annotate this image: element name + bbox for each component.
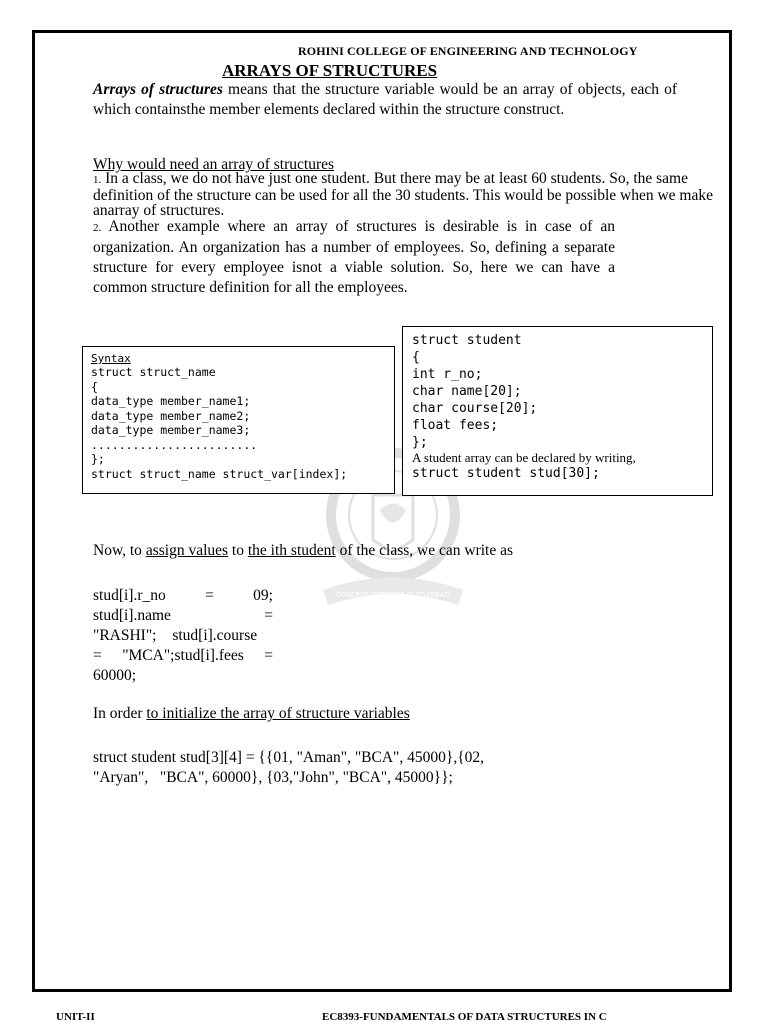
assign-row: = "MCA";stud[i].fees =	[93, 647, 273, 664]
syntax-line: struct struct_name	[91, 365, 216, 379]
code-line: struct student	[412, 333, 522, 348]
why-heading: Why would need an array of structures	[93, 156, 335, 173]
init-text: In order	[93, 705, 147, 722]
page-title: ARRAYS OF STRUCTURES	[222, 61, 438, 80]
code-line: int r_no;	[412, 367, 483, 382]
list-item-1	[93, 171, 735, 218]
syntax-box	[82, 346, 395, 494]
code-line: {	[412, 350, 420, 365]
college-header: ROHINI COLLEGE OF ENGINEERING AND TECHNOLOGY	[298, 44, 638, 58]
init-paragraph	[93, 705, 410, 723]
init-code-line: "Aryan", "BCA", 60000}, {03,"John", "BCA", 45000}};	[93, 769, 453, 786]
syntax-line: ........................	[91, 437, 258, 452]
init-underlined: to initialize the array of structure variables	[146, 705, 410, 722]
syntax-line: data_type member_name2;	[91, 408, 251, 423]
assign-text: of the class, we can write as	[335, 542, 514, 559]
assign-row: "RASHI"; stud[i].course	[93, 627, 258, 644]
code-line: char course[20];	[412, 401, 538, 416]
declaration-code: struct student stud[30];	[412, 466, 600, 481]
init-code-line: struct student stud[3][4] = {{01, "Aman", "BCA", 45000},{02,	[93, 749, 485, 766]
syntax-line: {	[91, 379, 98, 394]
assign-code-block	[93, 586, 273, 686]
list-text: Another example where an array of structures is desirable is in case of an organization. An organization has a number of employees. So, defining a separate structure for every employee isnot a viable solution. So, here we can have a common structure definition for all the employees.	[93, 218, 615, 296]
declaration-note: A student array can be declared by writing,	[412, 450, 636, 465]
code-line: };	[412, 435, 428, 450]
intro-paragraph	[93, 80, 677, 120]
intro-term: Arrays of structures	[93, 81, 223, 98]
syntax-line: data_type member_name3;	[91, 423, 251, 437]
intro-text: means that the structure variable would be an array of objects, each of which containsthe member elements declared within the structure construct.	[93, 81, 677, 118]
list-text: In a class, we do not have just one student. But there may be at least 60 students. So, the same definition of the structure can be used for all the 30 students. This would be possible when we make anarray of structures.	[93, 170, 713, 219]
syntax-label: Syntax	[91, 352, 131, 365]
assign-row: 60000;	[93, 667, 137, 684]
list-number: 1.	[93, 174, 102, 186]
init-code-block	[93, 748, 563, 788]
code-line: float fees;	[412, 418, 499, 433]
footer-course: EC8393-FUNDAMENTALS OF DATA STRUCTURES IN C	[322, 1011, 607, 1023]
student-struct-box	[402, 326, 713, 496]
syntax-line: data_type member_name1;	[91, 394, 251, 408]
syntax-line: };	[91, 452, 105, 466]
list-item-2	[93, 217, 615, 298]
assign-row: stud[i].name =	[93, 607, 273, 624]
assign-values-underlined: assign values	[145, 542, 229, 559]
footer-unit: UNIT-II	[56, 1011, 95, 1023]
assign-text: Now, to	[93, 542, 146, 559]
seal-banner-text: OBSERVE OPTIMIZE OUTSPREAD	[336, 591, 450, 599]
syntax-line: struct struct_name struct_var[index];	[91, 466, 348, 481]
assign-text: to	[228, 542, 248, 559]
list-number: 2.	[93, 222, 102, 234]
code-line: char name[20];	[412, 384, 522, 399]
ith-student-underlined: the ith student	[247, 542, 336, 559]
assign-paragraph	[93, 542, 513, 560]
assign-row: stud[i].r_no = 09;	[93, 587, 273, 604]
